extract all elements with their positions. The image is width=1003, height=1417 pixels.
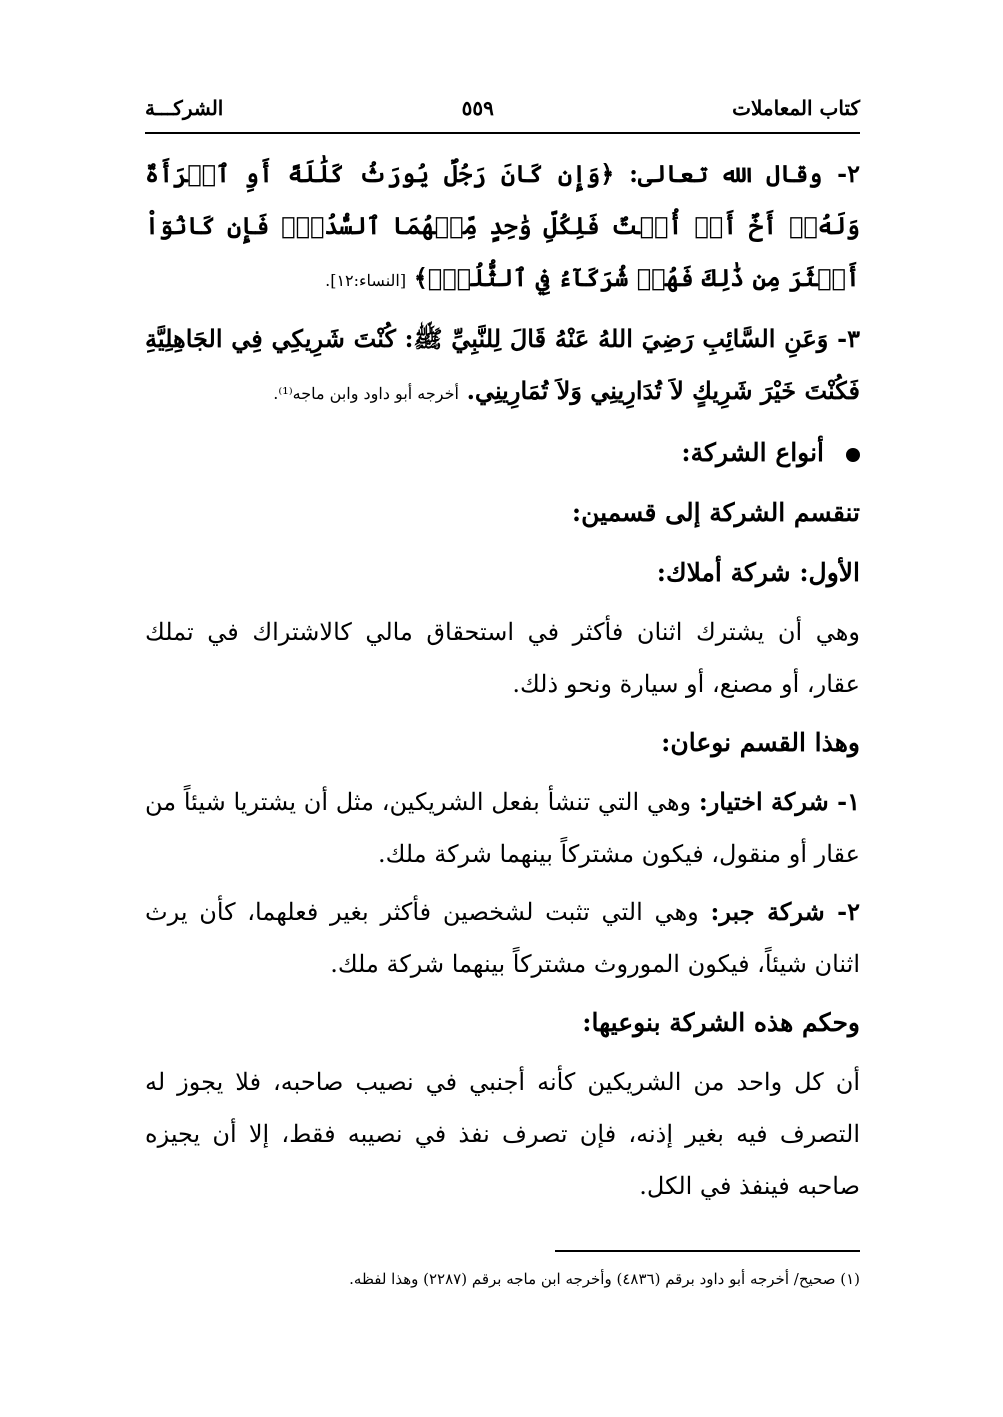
division-heading: تنقسم الشركة إلى قسمين: <box>571 498 860 527</box>
first-type-heading: الأول: شركة أملاك: <box>656 558 860 587</box>
evidence-item-2 <box>145 148 860 307</box>
footnote-divider <box>555 1250 860 1252</box>
kind-1-paragraph <box>145 776 860 880</box>
first-type-definition: وهي أن يشترك اثنان فأكثر في استحقاق مالي كالاشتراك في تملك عقار، أو مصنع، أو سيارة ونحو ذلك. <box>145 618 860 698</box>
page-body <box>145 148 860 1218</box>
kind-2-label: ٢- شركة جبر: <box>710 897 860 926</box>
section-heading <box>145 426 860 480</box>
kind-1-label: ١- شركة اختيار: <box>698 787 860 816</box>
kinds-heading: وهذا القسم نوعان: <box>661 728 860 757</box>
footnote: (١) صحيح/ أخرجه أبو داود برقم (٤٨٣٦) وأخرجه ابن ماجه برقم (٢٢٨٧) وهذا لفظه. <box>349 1270 860 1288</box>
hadith-text: ٣- وَعَنِ السَّائِبِ رَضِيَ اللهُ عَنْهُ قَالَ لِلنَّبِيِّ ﷺ: كُنْتَ شَرِيكِي فِي الجَاهِلِيَّةِ فَكُنْتَ خَيْرَ شَرِيكٍ لاَ تُدَارِينِي وَلاَ تُمَارِينِي. <box>145 324 860 405</box>
ruling-paragraph: أن كل واحد من الشريكين كأنه أجنبي في نصيب صاحبه، فلا يجوز له التصرف فيه بغير إذنه، فإن تصرف نفذ في نصيبه فقط، إلا أن يجيزه صاحبه فينفذ في الكل. <box>145 1068 860 1200</box>
book-title: كتاب المعاملات <box>732 96 860 120</box>
verse-reference: [النساء:١٢]. <box>325 271 407 290</box>
header-divider <box>145 132 860 134</box>
page-header <box>145 90 860 126</box>
hadith-reference: أخرجه أبو داود وابن ماجه⁽¹⁾. <box>273 384 459 403</box>
ruling-heading: وحكم هذه الشركة بنوعيها: <box>582 1008 860 1037</box>
chapter-title: الشركـــة <box>145 96 224 120</box>
book-page <box>145 90 860 1340</box>
quran-verse: ٢- وقال الله تعالى: ﴿وَإِن كَانَ رَجُلٌ يُورَثُ كَلَٰلَةً أَوِ ٱمۡرَأَةٌ وَلَهُۥٓ أَخٌ أَوۡ أُخۡتٌ فَلِكُلِّ وَٰحِدٍ مِّنۡهُمَا ٱلسُّدُسُۚ فَإِن كَانُوٓاْ أَكۡثَرَ مِن ذَٰلِكَ فَهُمۡ شُرَكَآءُ فِي ٱلثُّلُثِۚ﴾ <box>145 159 860 292</box>
bullet-icon <box>846 448 860 462</box>
kind-1-text: وهي التي تنشأ بفعل الشريكين، مثل أن يشتريا شيئاً من عقار أو منقول، فيكون مشتركاً بينهما شركة ملك. <box>145 788 860 868</box>
evidence-item-3 <box>145 313 860 420</box>
kind-2-paragraph <box>145 886 860 990</box>
page-number: ٥٥٩ <box>461 96 494 120</box>
kind-2-text: وهي التي تثبت لشخصين فأكثر بغير فعلهما، كأن يرث اثنان شيئاً، فيكون الموروث مشتركاً بينهما شركة ملك. <box>145 898 860 978</box>
section-heading-text: أنواع الشركة: <box>681 438 824 467</box>
